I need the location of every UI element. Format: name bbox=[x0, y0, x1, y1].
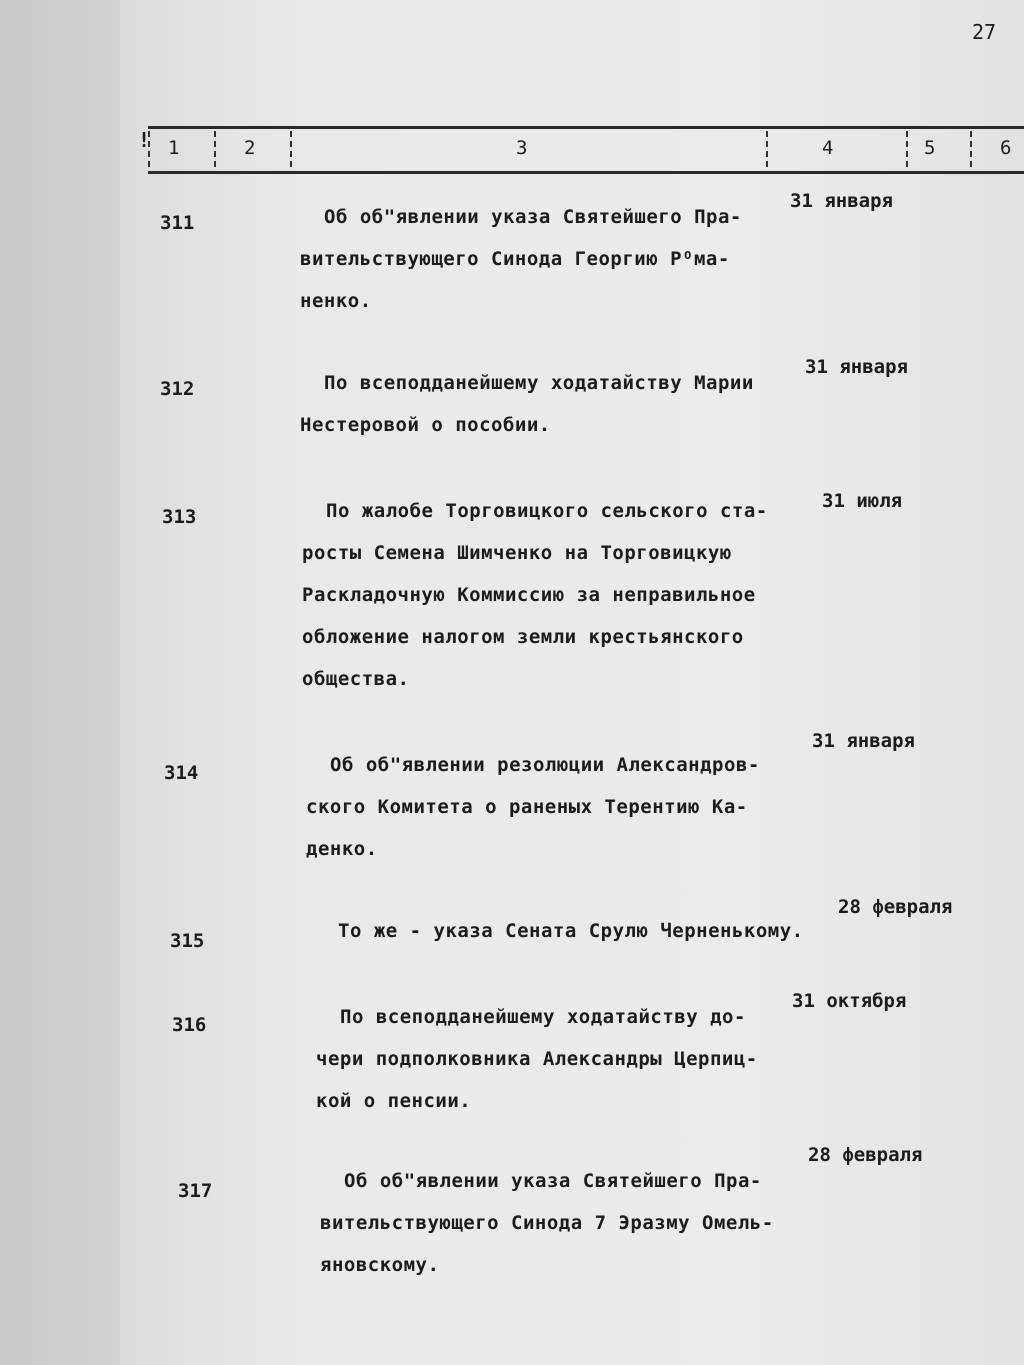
column-header-6: 6 bbox=[1000, 137, 1012, 159]
header-marker: ! bbox=[138, 128, 151, 152]
column-separator bbox=[970, 131, 972, 167]
entry-number: 316 bbox=[172, 1014, 207, 1036]
column-header-1: 1 bbox=[168, 137, 180, 159]
entry-number: 314 bbox=[164, 762, 199, 784]
page-number: 27 bbox=[972, 20, 997, 44]
column-separator bbox=[906, 131, 908, 167]
entry-date: 31 января bbox=[790, 190, 893, 212]
entry-text: По всеподданейшему ходатайству Марии Нестеровой о пособии. bbox=[300, 372, 754, 436]
entry-number: 317 bbox=[178, 1180, 213, 1202]
column-header-3: 3 bbox=[516, 137, 528, 159]
entry-date: 28 февраля bbox=[808, 1144, 923, 1166]
entry-text: Об об"явлении резолюции Александров- ского Комитета о раненых Терентию Ка- денко. bbox=[306, 754, 760, 860]
column-separator bbox=[214, 131, 216, 167]
entry-date: 31 января bbox=[812, 730, 915, 752]
entry-date: 31 октября bbox=[792, 990, 907, 1012]
column-header-2: 2 bbox=[244, 137, 256, 159]
entry-number: 311 bbox=[160, 212, 195, 234]
column-header-5: 5 bbox=[924, 137, 936, 159]
entry-date: 31 июля bbox=[822, 490, 903, 512]
entry-text: То же - указа Сената Срулю Черненькому. bbox=[338, 920, 804, 942]
column-header-row bbox=[148, 126, 1024, 174]
entry-date: 31 января bbox=[805, 356, 908, 378]
entry-text: Об об"явлении указа Святейшего Пра- вительствующего Синода Георгию Рᴼма- ненко. bbox=[300, 206, 742, 312]
entry-text: Об об"явлении указа Святейшего Пра- вительствующего Синода 7 Эразму Омель- яновскому. bbox=[320, 1170, 774, 1276]
column-separator bbox=[290, 131, 292, 167]
entry-date: 28 февраля bbox=[838, 896, 953, 918]
entry-text: По жалобе Торговицкого сельского ста- росты Семена Шимченко на Торговицкую Раскладочную Коммиссию за неправильное обложение налогом земли крестьянского общества. bbox=[302, 500, 768, 690]
column-separator bbox=[148, 131, 150, 167]
entry-number: 312 bbox=[160, 378, 195, 400]
column-header-4: 4 bbox=[822, 137, 834, 159]
entry-text: По всеподданейшему ходатайству до- чери подполковника Александры Церпиц- кой о пенсии. bbox=[316, 1006, 758, 1112]
entry-number: 315 bbox=[170, 930, 205, 952]
left-page-margin bbox=[0, 0, 120, 1365]
column-separator bbox=[766, 131, 768, 167]
entry-number: 313 bbox=[162, 506, 197, 528]
